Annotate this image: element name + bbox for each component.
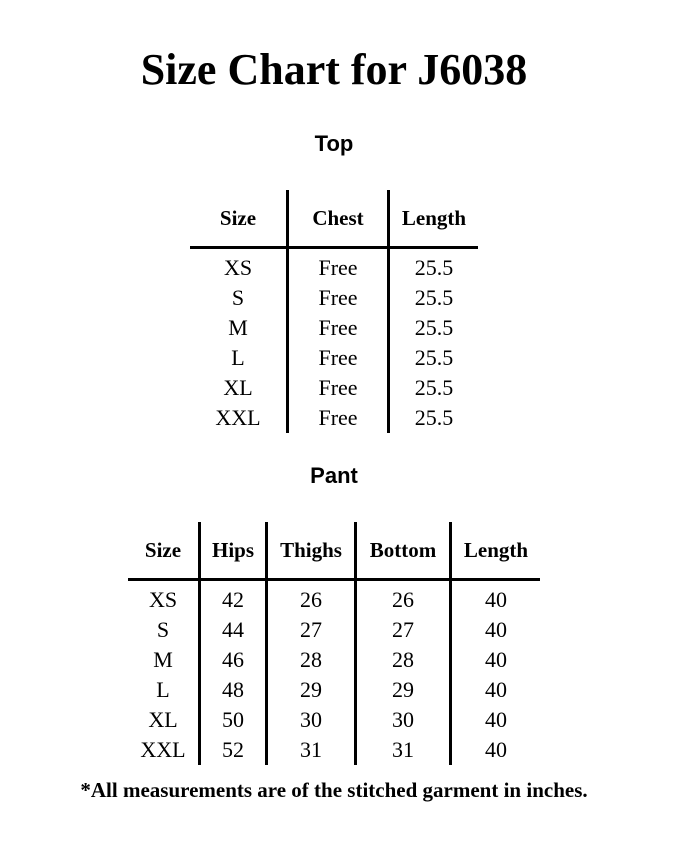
table-cell: XXL <box>140 737 186 762</box>
top-header-row <box>190 190 478 248</box>
table-cell: 28 <box>356 645 451 675</box>
table-cell: Free <box>288 343 389 373</box>
table-cell: 40 <box>451 675 541 705</box>
table-row <box>190 373 478 403</box>
table-cell: XXL <box>215 405 261 430</box>
table-row <box>190 343 478 373</box>
table-cell: Free <box>288 373 389 403</box>
table-cell: S <box>156 617 170 642</box>
pant-header-cell: Bottom <box>356 522 451 580</box>
table-cell: XS <box>148 587 178 612</box>
table-cell: 40 <box>451 705 541 735</box>
table-cell: 25.5 <box>389 373 479 403</box>
table-cell: M <box>153 647 173 672</box>
table-cell: 31 <box>356 735 451 765</box>
table-cell: 25.5 <box>389 403 479 433</box>
table-cell: 28 <box>267 645 356 675</box>
table-cell: 25.5 <box>389 248 479 284</box>
page-title: Size Chart for J6038 <box>140 45 528 94</box>
table-cell: Free <box>288 313 389 343</box>
table-cell: S <box>231 285 245 310</box>
top-size-table <box>190 190 478 433</box>
pant-header-cell: Size <box>128 522 200 580</box>
table-cell: 31 <box>267 735 356 765</box>
table-cell: Free <box>288 403 389 433</box>
pant-header-cell: Hips <box>200 522 267 580</box>
top-header-cell: Length <box>389 190 479 248</box>
table-cell: XS <box>223 255 253 280</box>
table-cell: L <box>156 677 170 702</box>
table-cell: 25.5 <box>389 313 479 343</box>
table-cell: L <box>231 345 245 370</box>
table-cell: 30 <box>267 705 356 735</box>
table-cell: 25.5 <box>389 343 479 373</box>
table-row <box>190 403 478 433</box>
table-cell: 46 <box>200 645 267 675</box>
table-cell: 29 <box>267 675 356 705</box>
pant-size-table <box>128 522 540 765</box>
table-cell: Free <box>288 283 389 313</box>
table-cell: XL <box>223 375 253 400</box>
table-row <box>190 248 478 284</box>
pant-section-title: Pant <box>310 463 358 488</box>
table-row <box>190 283 478 313</box>
table-cell: 27 <box>356 615 451 645</box>
table-cell: 40 <box>451 735 541 765</box>
table-cell: 27 <box>267 615 356 645</box>
table-cell: 40 <box>451 615 541 645</box>
table-cell: 26 <box>356 580 451 616</box>
pant-header-row <box>128 522 540 580</box>
table-cell: 40 <box>451 645 541 675</box>
table-row <box>128 705 540 735</box>
top-header-cell: Size <box>190 190 288 248</box>
top-section-title: Top <box>314 131 354 156</box>
table-cell: 40 <box>451 580 541 616</box>
table-cell: XL <box>148 707 178 732</box>
table-cell: 50 <box>200 705 267 735</box>
table-row <box>128 615 540 645</box>
table-cell: 26 <box>267 580 356 616</box>
table-cell: 52 <box>200 735 267 765</box>
table-cell: M <box>228 315 248 340</box>
table-row <box>128 580 540 616</box>
table-cell: Free <box>288 248 389 284</box>
table-row <box>128 645 540 675</box>
table-row <box>128 735 540 765</box>
table-cell: 48 <box>200 675 267 705</box>
table-cell: 30 <box>356 705 451 735</box>
table-cell: 25.5 <box>389 283 479 313</box>
table-row <box>190 313 478 343</box>
pant-header-cell: Length <box>451 522 541 580</box>
table-cell: 42 <box>200 580 267 616</box>
footnote: *All measurements are of the stitched garment in inches. <box>80 778 588 802</box>
table-cell: 44 <box>200 615 267 645</box>
table-row <box>128 675 540 705</box>
pant-header-cell: Thighs <box>267 522 356 580</box>
top-header-cell: Chest <box>288 190 389 248</box>
table-cell: 29 <box>356 675 451 705</box>
